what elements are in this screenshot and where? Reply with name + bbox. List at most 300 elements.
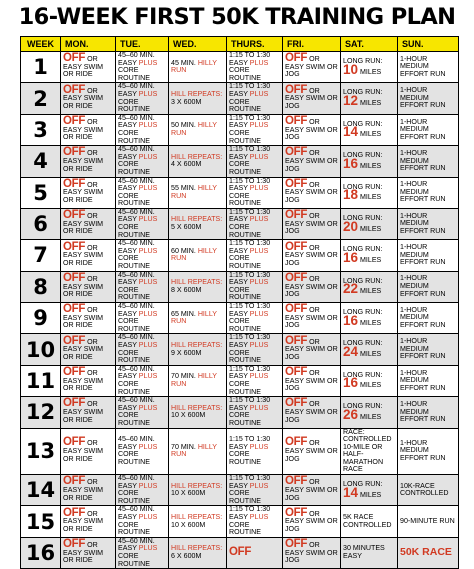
cell-text: OR EASY SWIM OR RIDE: [63, 180, 104, 204]
week-number: 2: [21, 83, 61, 114]
mon-cell: [61, 397, 116, 428]
cell-text: 1-HOUR MEDIUM EFFORT RUN: [400, 368, 446, 392]
cell-text: 22: [343, 281, 359, 297]
cell-text: OR EASY SWIM OR RIDE: [63, 337, 104, 361]
cell-text: OFF: [285, 334, 308, 347]
thu-cell: [227, 506, 283, 537]
cell-text: HILLY RUN: [171, 121, 217, 137]
header-mon: MON.: [61, 37, 116, 52]
sat-cell: [341, 428, 398, 475]
wed-cell: [169, 303, 227, 334]
cell-text: OFF: [63, 538, 86, 551]
header-week: WEEK: [21, 37, 61, 52]
cell-text: 16: [343, 155, 359, 171]
cell-text: 1:15 TO 1:30 EASY: [229, 145, 271, 161]
thu-cell: [227, 334, 283, 365]
cell-text: 4 X 600M: [171, 160, 202, 169]
cell-text: PLUS: [249, 309, 269, 318]
fri-cell: [283, 83, 341, 114]
sat-cell: [341, 365, 398, 396]
cell-text: OR EASY SWIM OR JOG: [285, 243, 338, 267]
sun-cell: [398, 114, 459, 145]
cell-text: OFF: [285, 146, 308, 159]
sun-cell: [398, 334, 459, 365]
week-number: 3: [21, 114, 61, 145]
thu-cell: [227, 537, 283, 568]
thu-cell: [227, 271, 283, 302]
fri-cell: [283, 334, 341, 365]
cell-text: 45–60 MIN. EASY: [118, 537, 155, 553]
cell-text: OFF: [63, 52, 86, 65]
thu-cell: [227, 428, 283, 475]
table-row: [21, 428, 459, 475]
sun-cell: [398, 303, 459, 334]
cell-text: 14: [343, 484, 359, 500]
cell-text: 9 X 600M: [171, 348, 202, 357]
cell-text: 45–60 MIN. EASY: [118, 365, 155, 381]
table-row: [21, 397, 459, 428]
sun-cell: [398, 146, 459, 177]
fri-cell: [283, 271, 341, 302]
cell-text: MILES: [358, 130, 382, 139]
header-fri: FRI.: [283, 37, 341, 52]
cell-text: PLUS: [138, 481, 158, 490]
cell-text: 45–60 MIN. EASY: [118, 82, 155, 98]
table-row: [21, 240, 459, 271]
cell-text: HILL REPEATS:: [171, 403, 223, 412]
cell-text: 1-HOUR MEDIUM EFFORT RUN: [400, 399, 446, 424]
thu-cell: [227, 475, 283, 506]
plan-body: [21, 52, 459, 569]
header-sun: SUN.: [398, 37, 459, 52]
cell-text: 1-HOUR MEDIUM EFFORT RUN: [400, 117, 446, 141]
tue-cell: [116, 146, 169, 177]
cell-text: CORE ROUTINE: [118, 520, 150, 537]
cell-text: HILL REPEATS:: [171, 89, 223, 98]
tue-cell: [116, 52, 169, 83]
week-number: 15: [21, 506, 61, 537]
sat-cell: [341, 303, 398, 334]
sat-cell: [341, 177, 398, 208]
cell-text: CORE ROUTINE: [118, 223, 150, 239]
cell-text: HILLY RUN: [171, 372, 217, 388]
cell-text: HILL REPEATS:: [171, 481, 223, 490]
cell-text: MILES: [358, 287, 382, 296]
wed-cell: [169, 334, 227, 365]
cell-text: OR EASY SWIM OR RIDE: [63, 86, 104, 110]
sat-cell: [341, 334, 398, 365]
sun-cell: [398, 428, 459, 475]
cell-text: OR EASY SWIM OR JOG: [285, 337, 338, 361]
cell-text: 45–60 MIN. EASY: [118, 435, 155, 451]
week-number: 7: [21, 240, 61, 271]
cell-text: 1-HOUR MEDIUM EFFORT RUN: [400, 438, 446, 463]
cell-text: 1-HOUR MEDIUM EFFORT RUN: [400, 54, 446, 78]
mon-cell: [61, 365, 116, 396]
cell-text: 1-HOUR MEDIUM EFFORT RUN: [400, 86, 446, 110]
sun-cell: [398, 271, 459, 302]
sun-cell: [398, 506, 459, 537]
cell-text: OR EASY SWIM OR JOG: [285, 274, 338, 299]
mon-cell: [61, 475, 116, 506]
cell-text: 45–60 MIN. EASY: [118, 177, 155, 193]
tue-cell: [116, 334, 169, 365]
cell-text: 45–60 MIN. EASY: [118, 474, 155, 490]
cell-text: PLUS: [249, 152, 269, 161]
header-tue: TUE.: [116, 37, 169, 52]
cell-text: MILES: [358, 99, 382, 108]
cell-text: CORE ROUTINE: [229, 97, 261, 114]
wed-cell: [169, 428, 227, 475]
cell-text: LONG RUN:: [343, 213, 383, 222]
cell-text: PLUS: [138, 372, 158, 381]
cell-text: 1:15 TO 1:30 EASY: [229, 435, 271, 451]
mon-cell: [61, 506, 116, 537]
cell-text: LONG RUN:: [343, 480, 383, 489]
cell-text: 1-HOUR MEDIUM EFFORT RUN: [400, 211, 446, 235]
cell-text: OR EASY SWIM OR RIDE: [63, 212, 104, 236]
cell-text: OFF: [285, 115, 308, 128]
cell-text: 16: [343, 249, 359, 265]
wed-cell: [169, 208, 227, 239]
cell-text: LONG RUN:: [343, 402, 383, 411]
tue-cell: [116, 303, 169, 334]
cell-text: 24: [343, 344, 359, 360]
cell-text: HILL REPEATS:: [171, 278, 223, 287]
cell-text: OR EASY SWIM OR JOG: [285, 180, 338, 204]
cell-text: 45–60 MIN. EASY: [118, 333, 155, 349]
cell-text: 1:15 TO 1:30 EASY: [229, 333, 271, 349]
cell-text: LONG RUN:: [343, 57, 383, 66]
cell-text: PLUS: [138, 184, 158, 193]
cell-text: CORE ROUTINE: [229, 254, 261, 271]
cell-text: OR EASY SWIM OR RIDE: [63, 306, 104, 330]
cell-text: 18: [343, 187, 359, 203]
cell-text: HILLY RUN: [171, 184, 217, 200]
cell-text: 1:15 TO 1:30 EASY: [229, 208, 271, 224]
table-row: [21, 506, 459, 537]
cell-text: PLUS: [138, 544, 158, 553]
cell-text: PLUS: [138, 309, 158, 318]
tue-cell: [116, 271, 169, 302]
cell-text: OR EASY SWIM OR RIDE: [63, 149, 104, 173]
cell-text: 70 MIN.: [171, 372, 198, 381]
cell-text: OFF: [63, 397, 86, 410]
cell-text: LONG RUN:: [343, 119, 383, 128]
week-number: 10: [21, 334, 61, 365]
cell-text: CORE ROUTINE: [118, 450, 150, 466]
cell-text: PLUS: [138, 403, 158, 412]
cell-text: CORE ROUTINE: [118, 411, 150, 427]
cell-text: PLUS: [138, 513, 158, 522]
cell-text: LONG RUN:: [343, 276, 383, 285]
table-row: [21, 146, 459, 177]
cell-text: CORE ROUTINE: [229, 411, 261, 427]
sat-cell: [341, 537, 398, 568]
cell-text: OR EASY SWIM OR RIDE: [63, 509, 104, 533]
cell-text: OR EASY SWIM OR RIDE: [63, 274, 104, 299]
thu-cell: [227, 83, 283, 114]
cell-text: OR EASY SWIM OR JOG: [285, 306, 338, 330]
cell-text: 45–60 MIN. EASY: [118, 239, 155, 255]
cell-text: 1:15 TO 1:30 EASY: [229, 365, 271, 381]
mon-cell: [61, 114, 116, 145]
cell-text: 10K-RACE CONTROLLED: [400, 481, 449, 498]
wed-cell: [169, 177, 227, 208]
cell-text: OR EASY SWIM OR JOG: [285, 149, 338, 173]
sat-cell: [341, 208, 398, 239]
table-row: [21, 114, 459, 145]
cell-text: PLUS: [249, 246, 269, 255]
cell-text: PLUS: [249, 372, 269, 381]
cell-text: CORE ROUTINE: [118, 128, 150, 145]
cell-text: 1:15 TO 1:30 EASY: [229, 114, 271, 130]
fri-cell: [283, 240, 341, 271]
cell-text: CORE ROUTINE: [118, 97, 150, 114]
wed-cell: [169, 146, 227, 177]
cell-text: 1-HOUR MEDIUM EFFORT RUN: [400, 180, 446, 204]
table-row: [21, 365, 459, 396]
cell-text: CORE ROUTINE: [118, 254, 150, 271]
cell-text: HILL REPEATS:: [171, 215, 223, 224]
fri-cell: [283, 146, 341, 177]
cell-text: OR EASY SWIM OR JOG: [285, 439, 338, 463]
sat-cell: [341, 83, 398, 114]
cell-text: PLUS: [249, 340, 269, 349]
cell-text: LONG RUN:: [343, 245, 383, 254]
cell-text: OFF: [63, 271, 86, 284]
cell-text: 12: [343, 93, 359, 109]
cell-text: HILLY RUN: [171, 442, 217, 459]
cell-text: 1:15 TO 1:30 EASY: [229, 177, 271, 193]
cell-text: 1-HOUR MEDIUM EFFORT RUN: [400, 148, 446, 173]
cell-text: PLUS: [138, 121, 158, 130]
thu-cell: [227, 303, 283, 334]
cell-text: 1:15 TO 1:30 EASY: [229, 474, 271, 490]
cell-text: LONG RUN:: [343, 370, 383, 379]
table-row: [21, 52, 459, 83]
mon-cell: [61, 177, 116, 208]
sun-cell: [398, 177, 459, 208]
cell-text: 16: [343, 312, 359, 328]
cell-text: 26: [343, 406, 359, 422]
cell-text: OFF: [63, 115, 86, 128]
cell-text: PLUS: [249, 513, 269, 522]
table-row: [21, 303, 459, 334]
cell-text: OFF: [285, 240, 308, 253]
wed-cell: [169, 475, 227, 506]
cell-text: MILES: [358, 224, 382, 233]
cell-text: CORE ROUTINE: [118, 552, 150, 568]
sun-cell: [398, 208, 459, 239]
cell-text: 50K RACE: [400, 545, 452, 558]
sun-cell: [398, 83, 459, 114]
fri-cell: [283, 177, 341, 208]
fri-cell: [283, 537, 341, 568]
thu-cell: [227, 52, 283, 83]
cell-text: PLUS: [138, 278, 158, 287]
thu-cell: [227, 208, 283, 239]
header-sat: SAT.: [341, 37, 398, 52]
cell-text: OFF: [229, 545, 252, 558]
fri-cell: [283, 428, 341, 475]
week-number: 11: [21, 365, 61, 396]
table-row: [21, 475, 459, 506]
cell-text: CORE ROUTINE: [118, 285, 150, 302]
wed-cell: [169, 537, 227, 568]
mon-cell: [61, 240, 116, 271]
cell-text: OFF: [285, 538, 308, 551]
cell-text: RACE: CONTROLLED 10-MILE OR HALF-MARATHON RACE: [343, 428, 392, 474]
wed-cell: [169, 506, 227, 537]
cell-text: PLUS: [249, 403, 269, 412]
cell-text: CORE ROUTINE: [229, 317, 261, 333]
cell-text: OFF: [63, 209, 86, 222]
thu-cell: [227, 365, 283, 396]
week-number: 8: [21, 271, 61, 302]
cell-text: HILL REPEATS:: [171, 340, 223, 349]
cell-text: 60 MIN.: [171, 246, 198, 255]
cell-text: CORE ROUTINE: [118, 66, 150, 82]
tue-cell: [116, 114, 169, 145]
cell-text: 1:15 TO 1:30 EASY: [229, 82, 271, 98]
cell-text: CORE ROUTINE: [118, 191, 150, 208]
table-row: [21, 208, 459, 239]
cell-text: MILES: [358, 381, 382, 390]
cell-text: OFF: [285, 436, 308, 449]
week-number: 12: [21, 397, 61, 428]
cell-text: 45–60 MIN. EASY: [118, 114, 155, 130]
table-row: [21, 537, 459, 568]
cell-text: OFF: [285, 475, 308, 488]
tue-cell: [116, 428, 169, 475]
cell-text: OR EASY SWIM OR RIDE: [63, 439, 104, 463]
cell-text: OFF: [285, 52, 308, 65]
cell-text: 1:15 TO 1:30 EASY: [229, 271, 271, 287]
sat-cell: [341, 397, 398, 428]
mon-cell: [61, 428, 116, 475]
cell-text: OR EASY SWIM OR RIDE: [63, 55, 104, 79]
cell-text: LONG RUN:: [343, 308, 383, 317]
cell-text: HILL REPEATS:: [171, 513, 223, 522]
cell-text: PLUS: [138, 340, 158, 349]
cell-text: HILLY RUN: [171, 246, 217, 263]
cell-text: CORE ROUTINE: [229, 191, 261, 208]
table-row: [21, 83, 459, 114]
sat-cell: [341, 475, 398, 506]
cell-text: 1-HOUR MEDIUM EFFORT RUN: [400, 305, 446, 329]
cell-text: OR EASY SWIM OR RIDE: [63, 541, 104, 565]
cell-text: OFF: [63, 240, 86, 253]
table-row: [21, 334, 459, 365]
page-title: 16-WEEK FIRST 50K TRAINING PLAN: [18, 4, 456, 30]
cell-text: LONG RUN:: [343, 88, 383, 97]
cell-text: HILLY RUN: [171, 309, 217, 326]
cell-text: PLUS: [249, 215, 269, 224]
thu-cell: [227, 146, 283, 177]
cell-text: 45–60 MIN. EASY: [118, 302, 155, 318]
tue-cell: [116, 177, 169, 208]
cell-text: LONG RUN:: [343, 151, 383, 160]
cell-text: OFF: [285, 397, 308, 410]
cell-text: 1:15 TO 1:30 EASY: [229, 505, 271, 522]
cell-text: MILES: [358, 255, 382, 264]
sun-cell: [398, 397, 459, 428]
week-number: 5: [21, 177, 61, 208]
cell-text: CORE ROUTINE: [229, 66, 261, 82]
cell-text: OFF: [63, 83, 86, 96]
fri-cell: [283, 475, 341, 506]
cell-text: 10 X 600M: [171, 411, 206, 420]
cell-text: CORE ROUTINE: [118, 379, 150, 396]
cell-text: 70 MIN.: [171, 442, 198, 451]
cell-text: PLUS: [249, 442, 269, 451]
sun-cell: [398, 240, 459, 271]
header-thu: THURS.: [227, 37, 283, 52]
cell-text: CORE ROUTINE: [118, 160, 150, 176]
sat-cell: [341, 240, 398, 271]
cell-text: OR EASY SWIM OR JOG: [285, 541, 338, 565]
cell-text: 14: [343, 124, 359, 140]
header-row: [21, 37, 459, 52]
cell-text: PLUS: [249, 89, 269, 98]
fri-cell: [283, 365, 341, 396]
cell-text: CORE ROUTINE: [229, 285, 261, 302]
sat-cell: [341, 52, 398, 83]
cell-text: 6 X 600M: [171, 552, 202, 560]
cell-text: OFF: [285, 303, 308, 316]
week-number: 13: [21, 428, 61, 475]
cell-text: CORE ROUTINE: [229, 348, 261, 365]
cell-text: 45–60 MIN. EASY: [118, 208, 155, 224]
tue-cell: [116, 537, 169, 568]
sat-cell: [341, 146, 398, 177]
table-row: [21, 271, 459, 302]
cell-text: LONG RUN:: [343, 182, 383, 191]
mon-cell: [61, 303, 116, 334]
cell-text: OR EASY SWIM OR JOG: [285, 118, 338, 142]
cell-text: PLUS: [249, 58, 269, 67]
wed-cell: [169, 240, 227, 271]
cell-text: 45 MIN.: [171, 58, 198, 67]
tue-cell: [116, 475, 169, 506]
cell-text: 55 MIN.: [171, 184, 198, 193]
cell-text: MILES: [358, 67, 382, 76]
tue-cell: [116, 208, 169, 239]
mon-cell: [61, 537, 116, 568]
cell-text: OR EASY SWIM OR JOG: [285, 400, 338, 424]
sun-cell: [398, 52, 459, 83]
cell-text: 90-MINUTE RUN: [400, 516, 455, 525]
cell-text: PLUS: [249, 184, 269, 193]
cell-text: OFF: [63, 366, 86, 379]
cell-text: CORE ROUTINE: [229, 520, 261, 537]
cell-text: 1-HOUR MEDIUM EFFORT RUN: [400, 337, 446, 361]
tue-cell: [116, 365, 169, 396]
sat-cell: [341, 506, 398, 537]
cell-text: 8 X 600M: [171, 285, 202, 294]
thu-cell: [227, 240, 283, 271]
cell-text: PLUS: [249, 121, 269, 130]
cell-text: MILES: [358, 318, 382, 327]
cell-text: CORE ROUTINE: [118, 489, 150, 505]
wed-cell: [169, 114, 227, 145]
cell-text: 3 X 600M: [171, 97, 202, 106]
mon-cell: [61, 271, 116, 302]
wed-cell: [169, 365, 227, 396]
cell-text: OFF: [63, 475, 86, 488]
cell-text: 45–60 MIN. EASY: [118, 51, 155, 67]
